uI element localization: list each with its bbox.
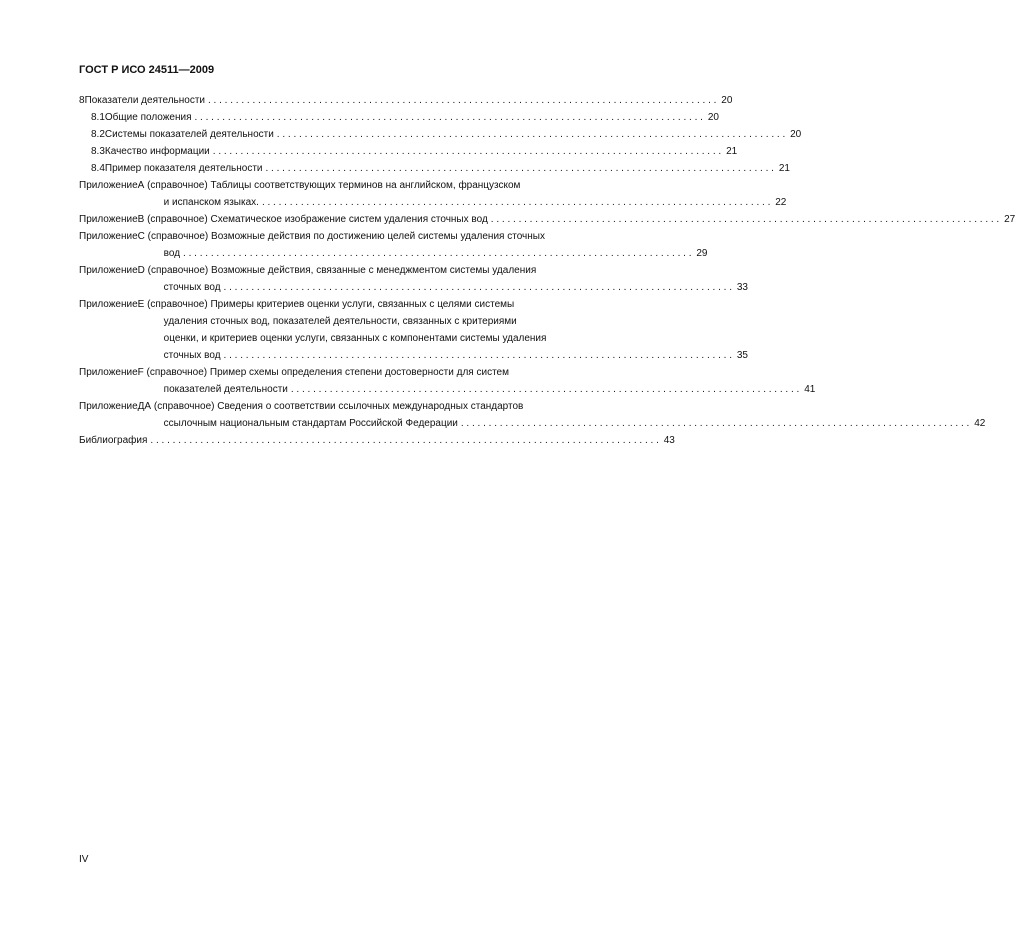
toc-entry-appendix-da [79,398,986,432]
toc-page: 35 [736,350,748,361]
appendix-prefix: Приложение [79,231,138,242]
appendix-prefix: Приложение [79,299,138,310]
appendix-title-line: С (справочное) Возможные действия по достижению целей системы удаления сточных [137,231,545,242]
toc-entry-appendix-e [79,296,748,364]
toc-page: 43 [663,435,675,446]
appendix-title-line: D (справочное) Возможные действия, связанные с менеджментом системы удаления [137,265,537,276]
appendix-title-line: оценки, и критериев оценки услуги, связанных с компонентами системы удаления [163,333,547,344]
dot-leader [224,347,732,364]
dot-leader [461,415,969,432]
toc-label: Показатели деятельности [84,95,205,106]
dot-leader [213,143,721,160]
toc-page: 20 [707,112,719,123]
appendix-title-line: ссылочным национальным стандартам Российской Федерации [163,418,458,429]
toc-entry-8-1 [79,109,719,126]
toc-entry-8-3 [79,143,738,160]
toc-label: Пример показателя деятельности [104,163,263,174]
appendix-title-line: ДА (справочное) Сведения о соответствии ссылочных международных стандартов [137,401,524,412]
appendix-title-line: показателей деятельности [163,384,288,395]
appendix-title-line: В (справочное) Схематическое изображение систем удаления сточных вод [137,214,488,225]
appendix-title-line: и испанском языках. [163,197,259,208]
toc-number: 8.3 [91,146,105,157]
toc-entry-8-2 [79,126,802,143]
appendix-prefix: Приложение [79,367,138,378]
dot-leader [277,126,785,143]
appendix-prefix: Приложение [79,265,138,276]
appendix-title-line: Е (справочное) Примеры критериев оценки услуги, связанных с целями системы [137,299,515,310]
toc-page: 20 [790,129,802,140]
dot-leader [224,279,732,296]
toc-page: 21 [726,146,738,157]
toc-page: 41 [804,384,816,395]
toc-entry-8 [79,92,733,109]
toc-entry-appendix-c [79,228,708,262]
toc-label: Общие положения [104,112,192,123]
appendix-prefix: Приложение [79,180,138,191]
dot-leader [291,381,799,398]
toc-label: Качество информации [104,146,210,157]
toc-number: 8 [79,95,85,106]
toc-entry-appendix-a [79,177,787,211]
appendix-title-line: удаления сточных вод, показателей деятельности, связанных с критериями [163,316,517,327]
toc-number: 8.2 [91,129,105,140]
toc-entry-bibliography [79,432,675,449]
document-header: ГОСТ Р ИСО 24511—2009 [79,64,215,76]
toc-page: 27 [1004,214,1015,225]
page-number: IV [79,854,89,865]
appendix-prefix: Приложение [79,214,138,225]
dot-leader [491,211,999,228]
dot-leader [266,160,774,177]
toc-entry-8-4 [79,160,790,177]
appendix-title-line: сточных вод [163,350,221,361]
appendix-title-line: вод [163,248,181,259]
toc-entry-appendix-f [79,364,816,398]
toc-number: 8.4 [91,163,105,174]
toc-entry-appendix-d [79,262,748,296]
dot-leader [183,245,691,262]
toc-label: Системы показателей деятельности [104,129,274,140]
dot-leader [150,432,658,449]
toc-entry-appendix-b [79,211,1015,228]
table-of-contents [79,92,1015,449]
appendix-title-line: сточных вод [163,282,221,293]
appendix-title-line: А (справочное) Таблицы соответствующих терминов на английском, французском [137,180,521,191]
toc-page: 29 [696,248,708,259]
toc-page: 21 [778,163,790,174]
toc-page: 33 [736,282,748,293]
toc-page: 20 [721,95,733,106]
appendix-title-line: F (справочное) Пример схемы определения степени достоверности для систем [137,367,509,378]
dot-leader [195,109,703,126]
toc-label: Библиография [79,435,148,446]
toc-number: 8.1 [91,112,105,123]
appendix-prefix: Приложение [79,401,138,412]
toc-page: 22 [775,197,787,208]
dot-leader [208,92,716,109]
toc-page: 42 [974,418,986,429]
dot-leader [262,194,770,211]
